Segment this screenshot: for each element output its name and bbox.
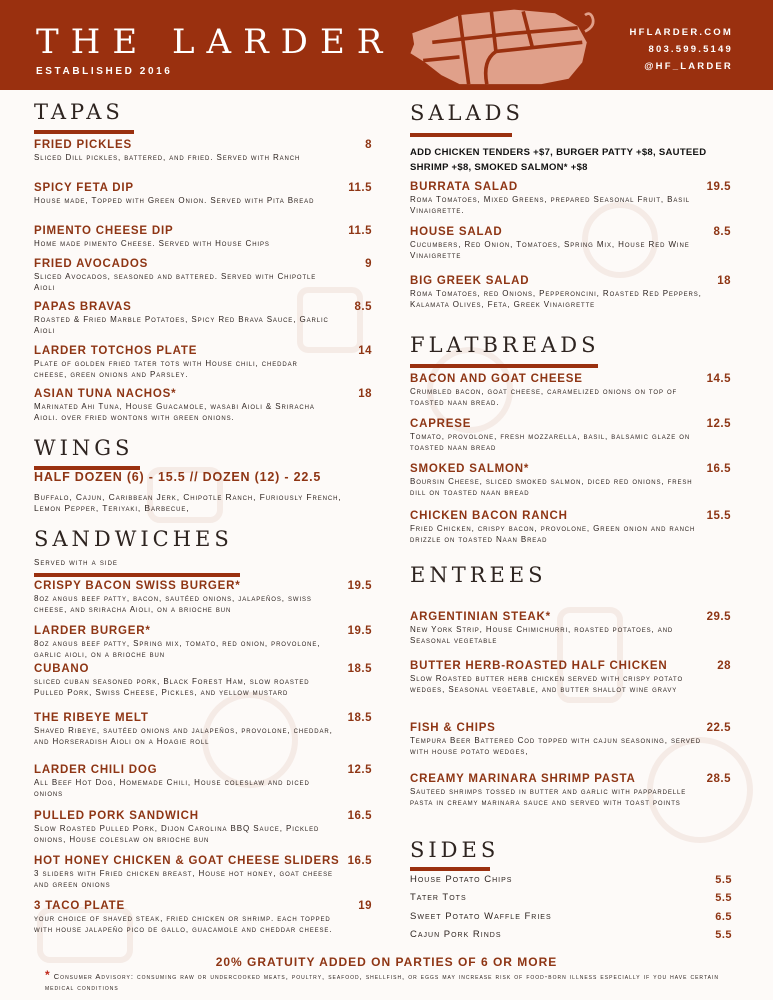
- menu-item-price: 18: [717, 275, 731, 287]
- menu-item-name: CUBANO: [34, 663, 90, 675]
- menu-item-header: [34, 625, 372, 637]
- menu-item-header: [410, 226, 731, 238]
- menu-item: [34, 258, 372, 293]
- menu-item-header: [34, 470, 372, 484]
- menu-item-header: [34, 345, 372, 357]
- menu-item-description: Roasted & Fried Marble Potatoes, Spicy Red Brava Sauce, Garlic Aioli: [34, 315, 329, 335]
- menu-item-name: FRIED PICKLES: [34, 139, 132, 151]
- menu-item-name: SPICY FETA DIP: [34, 182, 134, 194]
- menu-item-description: 8oz angus beef patty, bacon, sautéed onions, jalapeños, swiss cheese, and sriracha Aioli, on a brioche bun: [34, 594, 312, 614]
- menu-item-price: 19.5: [347, 625, 372, 637]
- phone-number[interactable]: 803.599.5149: [648, 44, 733, 55]
- menu-item-price: 8: [365, 139, 372, 151]
- menu-item-description: Boursin Cheese, sliced smoked salmon, diced red onions, fresh dill on toasted naan bread: [410, 477, 693, 497]
- menu-item-name: CREAMY MARINARA SHRIMP PASTA: [410, 773, 636, 785]
- menu-item-header: [410, 611, 731, 623]
- menu-item-price: 18: [358, 388, 372, 400]
- menu-item-header: [34, 810, 372, 822]
- website-link[interactable]: HFLARDER.COM: [629, 27, 733, 38]
- divider: [410, 364, 598, 368]
- menu-item-price: 8.5: [354, 301, 372, 313]
- menu-item-header: [34, 855, 372, 867]
- menu-item-price: 9: [365, 258, 372, 270]
- gratuity-notice: 20% GRATUITY ADDED ON PARTIES OF 6 OR MORE: [215, 955, 558, 969]
- menu-header: [0, 0, 773, 90]
- menu-item-price: 28.5: [706, 773, 731, 785]
- menu-item-description: your choice of shaved steak, fried chicken or shrimp. each topped with house jalapeño pico de gallo, guacamole and cheddar cheese.: [34, 914, 333, 934]
- menu-item-price: 11.5: [348, 225, 372, 237]
- menu-item-name: LARDER TOTCHOS PLATE: [34, 345, 198, 357]
- menu-item-name: HOT HONEY CHICKEN & GOAT CHEESE SLIDERS: [34, 855, 340, 867]
- menu-item-name: ARGENTINIAN STEAK*: [410, 611, 551, 623]
- divider: [34, 130, 134, 134]
- restaurant-name: THE LARDER: [36, 22, 395, 62]
- menu-item-description: Fried Chicken, crispy bacon, provolone, Green onion and ranch drizzle on toasted Naan Bread: [410, 524, 696, 544]
- menu-item: [410, 510, 731, 545]
- menu-item-description: Buffalo, Cajun, Caribbean Jerk, Chipotle Ranch, Furiously French, Lemon Pepper, Teriyaki, Barbecue,: [34, 492, 342, 513]
- menu-item: [34, 388, 372, 423]
- menu-item-header: [410, 722, 731, 734]
- menu-item: [410, 611, 731, 646]
- side-item: [410, 911, 732, 923]
- menu-item-description: sliced cuban seasoned pork, Black Forest Ham, slow roasted Pulled Pork, Swiss Cheese, Pickles, and yellow mustard: [34, 677, 310, 697]
- sandwiches-note: Served with a side: [34, 558, 118, 567]
- menu-item: [410, 418, 731, 453]
- menu-item-name: BIG GREEK SALAD: [410, 275, 530, 287]
- menu-item-description: New York Strip, House Chimichurri, roasted potatoes, and Seasonal vegetable: [410, 625, 674, 645]
- menu-item: [34, 580, 372, 615]
- menu-item-description: Home made pimento Cheese. Served with House Chips: [34, 239, 270, 248]
- menu-item-description: Slow Roasted Pulled Pork, Dijon Carolina BBQ Sauce, Pickled onions, House coleslaw on brioche bun: [34, 824, 320, 844]
- pig-butcher-cuts-icon: [405, 2, 605, 90]
- menu-item-description: Slow Roasted butter herb chicken served with crispy potato wedges, Seasonal vegetable, and butter shallot wine gravy: [410, 674, 684, 694]
- section-title-sandwiches: SANDWICHES: [34, 527, 233, 551]
- menu-item-name: FISH & CHIPS: [410, 722, 496, 734]
- menu-item: [34, 625, 372, 660]
- menu-item-description: Tempura Beer Battered Cod topped with cajun seasoning, served with house potato wedges,: [410, 736, 701, 756]
- menu-item-header: [410, 275, 731, 287]
- menu-item-header: [34, 764, 372, 776]
- menu-item-description: Sauteed shrimps tossed in butter and garlic with pappardelle pasta in creamy marinara sauce and served with toast points: [410, 787, 687, 807]
- divider: [410, 867, 490, 871]
- section-title-flatbreads: FLATBREADS: [410, 333, 600, 357]
- menu-item: [34, 663, 372, 698]
- menu-item-name: ASIAN TUNA NACHOS*: [34, 388, 177, 400]
- side-item-price: 5.5: [715, 929, 732, 941]
- menu-item-header: [410, 418, 731, 430]
- menu-item-header: [34, 258, 372, 270]
- menu-item: [34, 712, 372, 747]
- menu-item-header: [410, 660, 731, 672]
- menu-item-price: 11.5: [348, 182, 372, 194]
- menu-item-price: 14: [358, 345, 372, 357]
- advisory-text: Consumer Advisory: consuming raw or undercooked meats, poultry, seafood, shellfish, or eggs may increase risk of food-born illness especially if you have certain medical conditions: [45, 972, 719, 992]
- menu-item-name: FRIED AVOCADOS: [34, 258, 149, 270]
- menu-item: [34, 225, 372, 250]
- menu-item-header: [410, 463, 731, 475]
- menu-item-name: PAPAS BRAVAS: [34, 301, 132, 313]
- menu-item-name: 3 TACO PLATE: [34, 900, 125, 912]
- menu-item-description: All Beef Hot Dog, Homemade Chili, House coleslaw and diced onions: [34, 778, 310, 798]
- menu-item-description: Cucumbers, Red Onion, Tomatoes, Spring Mix, House Red Wine Vinaigrette: [410, 240, 690, 260]
- side-item: [410, 892, 732, 904]
- menu-item-price: 15.5: [706, 510, 731, 522]
- consumer-advisory: [45, 970, 745, 993]
- established-year: ESTABLISHED 2016: [36, 66, 173, 77]
- menu-item-header: [34, 225, 372, 237]
- side-item-price: 5.5: [715, 874, 732, 886]
- menu-item-header: [34, 712, 372, 724]
- menu-item-name: CRISPY BACON SWISS BURGER*: [34, 580, 241, 592]
- side-item-price: 6.5: [715, 911, 732, 923]
- menu-item-header: [34, 301, 372, 313]
- menu-item-name: LARDER BURGER*: [34, 625, 151, 637]
- menu-item-price: 19: [358, 900, 372, 912]
- side-item-price: 5.5: [715, 892, 732, 904]
- menu-item: [34, 900, 372, 935]
- menu-item-name: THE RIBEYE MELT: [34, 712, 149, 724]
- asterisk-mark: *: [45, 968, 51, 982]
- menu-item-name: CHICKEN BACON RANCH: [410, 510, 568, 522]
- menu-item: [410, 275, 731, 310]
- side-item: [410, 874, 732, 886]
- menu-item-description: Sliced Avocados, seasoned and battered. Served with Chipotle Aioli: [34, 272, 317, 292]
- menu-item: [34, 301, 372, 336]
- menu-item: [34, 855, 372, 890]
- side-item: [410, 929, 732, 941]
- menu-item-header: [34, 139, 372, 151]
- menu-item-price: 14.5: [706, 373, 731, 385]
- menu-item-name: BUTTER HERB-ROASTED HALF CHICKEN: [410, 660, 668, 672]
- menu-item-price: 19.5: [706, 181, 731, 193]
- menu-item: [410, 226, 731, 261]
- menu-item-description: Sliced Dill pickles, battered, and fried. Served with Ranch: [34, 153, 301, 162]
- menu-item-description: 8oz angus beef patty, Spring mix, tomato, red onion, provolone, garlic aioli, on a brioche bun: [34, 639, 321, 659]
- menu-item-description: Roma Tomatoes, Mixed Greens, prepared Seasonal Fruit, Basil Vinaigrette.: [410, 195, 690, 215]
- menu-item-description: Shaved Ribeye, sautéed onions and jalapeños, provolone, cheddar, and Horseradish Aioli on a Hoagie roll: [34, 726, 333, 746]
- menu-item-name: BURRATA SALAD: [410, 181, 518, 193]
- menu-item-header: [410, 510, 731, 522]
- side-item-name: Cajun Pork Rinds: [410, 929, 502, 940]
- menu-item-description: Crumbled bacon, goat cheese, caramelized onions on top of toasted naan bread.: [410, 387, 678, 407]
- menu-item-header: [34, 663, 372, 675]
- menu-item-header: [410, 773, 731, 785]
- menu-item-name: LARDER CHILI DOG: [34, 764, 158, 776]
- menu-item-description: House made, Topped with Green Onion. Served with Pita Bread: [34, 196, 315, 205]
- side-item-name: Tater Tots: [410, 892, 467, 903]
- menu-item: [410, 373, 731, 408]
- divider: [410, 133, 512, 137]
- menu-item: [34, 470, 372, 513]
- menu-item-description: 3 sliders with Fried chicken breast, House hot honey, goat cheese and green onions: [34, 869, 333, 889]
- menu-item-price: 16.5: [706, 463, 731, 475]
- menu-item-description: Marinated Ahi Tuna, House Guacamole, wasabi Aioli & Sriracha Aioli. over fried wontons with green onions.: [34, 402, 315, 422]
- section-title-salads: SALADS: [410, 101, 524, 125]
- menu-item-price: 16.5: [347, 810, 372, 822]
- section-title-entrees: ENTREES: [410, 563, 547, 587]
- menu-item-name: SMOKED SALMON*: [410, 463, 530, 475]
- menu-item: [410, 773, 731, 808]
- menu-item-header: [410, 373, 731, 385]
- menu-item-name: PULLED PORK SANDWICH: [34, 810, 199, 822]
- menu-item-header: [34, 182, 372, 194]
- menu-item-name: PIMENTO CHEESE DIP: [34, 225, 174, 237]
- menu-item: [34, 182, 372, 207]
- menu-item-name: BACON AND GOAT CHEESE: [410, 373, 583, 385]
- menu-item: [34, 764, 372, 799]
- divider: [34, 573, 240, 577]
- side-item-name: Sweet Potato Waffle Fries: [410, 911, 552, 922]
- menu-item-price: 22.5: [706, 722, 731, 734]
- menu-item-price: 19.5: [347, 580, 372, 592]
- menu-item: [34, 139, 372, 164]
- menu-item: [34, 810, 372, 845]
- menu-item-price: 29.5: [706, 611, 731, 623]
- menu-item-price: 16.5: [347, 855, 372, 867]
- salad-addons: ADD CHICKEN TENDERS +$7, BURGER PATTY +$8, SAUTEED SHRIMP +$8, SMOKED SALMON* +$8: [410, 147, 707, 173]
- menu-item-header: [34, 580, 372, 592]
- menu-item-description: Roma Tomatoes, red Onions, Pepperoncini, Roasted Red Peppers, Kalamata Olives, Feta, Greek Vinaigrette: [410, 289, 702, 309]
- menu-item-price: 8.5: [713, 226, 731, 238]
- instagram-handle[interactable]: @HF_LARDER: [644, 61, 733, 72]
- section-title-tapas: TAPAS: [34, 100, 124, 124]
- menu-item-name: HALF DOZEN (6) - 15.5 // DOZEN (12) - 22.5: [34, 470, 322, 484]
- menu-item-name: CAPRESE: [410, 418, 472, 430]
- menu-item: [34, 345, 372, 380]
- menu-item-price: 28: [717, 660, 731, 672]
- menu-item: [410, 181, 731, 216]
- side-item-name: House Potato Chips: [410, 874, 513, 885]
- menu-item-header: [34, 900, 372, 912]
- menu-item-price: 12.5: [706, 418, 731, 430]
- menu-item-name: HOUSE SALAD: [410, 226, 503, 238]
- section-title-sides: SIDES: [410, 838, 500, 862]
- menu-item-description: Tomato, provolone, fresh mozzarella, basil, balsamic glaze on toasted naan bread: [410, 432, 691, 452]
- section-title-wings: WINGS: [34, 436, 134, 460]
- menu-item: [410, 463, 731, 498]
- menu-item-price: 12.5: [347, 764, 372, 776]
- menu-item: [410, 722, 731, 757]
- menu-item-header: [410, 181, 731, 193]
- menu-item-price: 18.5: [347, 712, 372, 724]
- menu-item-price: 18.5: [347, 663, 372, 675]
- menu-item: [410, 660, 731, 695]
- menu-item-description: Plate of golden fried tater tots with House chili, cheddar cheese, green onions and Parsley.: [34, 359, 298, 379]
- menu-item-header: [34, 388, 372, 400]
